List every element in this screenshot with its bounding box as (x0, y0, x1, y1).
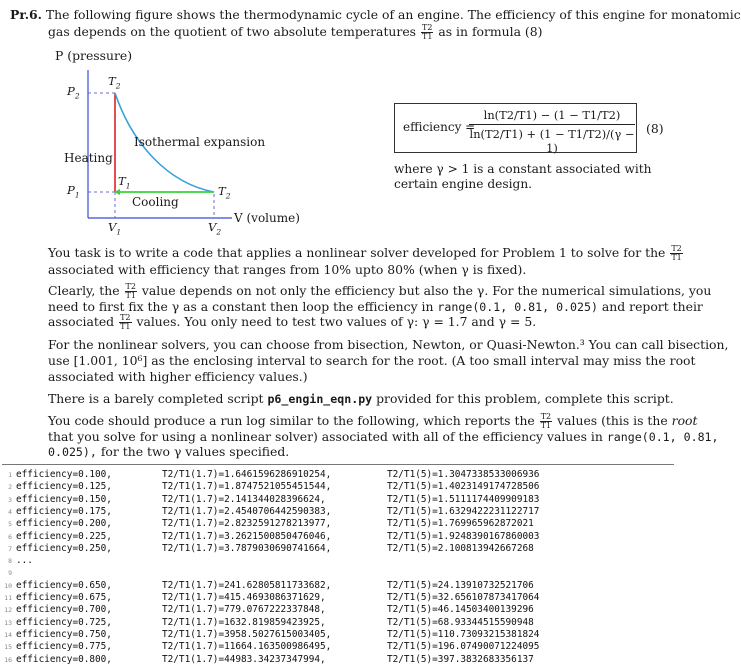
log-efficiency: efficiency=0.125, (16, 481, 112, 493)
paragraph-5-line1 (48, 413, 697, 430)
run-log-listing (2, 464, 674, 667)
temperature-ratio-fraction: $\frac{T2}{T1}$ (125, 282, 136, 300)
x-axis-label: V (volume) (234, 211, 300, 225)
log-line-number: 12 (4, 606, 12, 615)
log-efficiency: efficiency=0.675, (16, 592, 112, 603)
log-line-number: 16 (4, 655, 12, 664)
log-line-number: 11 (4, 594, 12, 602)
log-efficiency: efficiency=0.650, (16, 579, 112, 591)
log-efficiency: efficiency=0.100, (16, 469, 112, 480)
problem-heading-line1 (10, 8, 741, 22)
p5-root-italic: root (671, 413, 698, 428)
log-line-number: 9 (8, 569, 12, 578)
p2-text-e: associated (48, 314, 115, 329)
formula-label: efficiency = (403, 120, 476, 134)
log-efficiency: efficiency=0.800, (16, 653, 112, 665)
log-ratio-gamma-1-7: T2/T1(1.7)=3.2621500850476046, (162, 530, 332, 542)
p2-text-d: and report their (601, 299, 703, 314)
log-line-number: 1 (8, 471, 12, 479)
log-efficiency: efficiency=0.200, (16, 518, 112, 530)
log-ratio-gamma-1-7: T2/T1(1.7)=44983.34237347994, (162, 653, 326, 665)
range-code: range(0.1, 0.81, 0.025) (437, 300, 598, 314)
log-ratio-gamma-1-7: T2/T1(1.7)=779.0767222337848, (162, 604, 326, 616)
log-ratio-gamma-1-7: T2/T1(1.7)=2.141344028396624, (162, 493, 326, 505)
log-efficiency: ... (16, 555, 33, 567)
formula-denominator: ln(T2/T1) + (1 − T1/T2)/(γ − 1) (469, 127, 635, 155)
log-ratio-gamma-5: T2/T1(5)=397.3832683356137 (387, 653, 534, 665)
log-ratio-gamma-5: T2/T1(5)=196.07490071224095 (387, 641, 540, 653)
log-line-number: 6 (8, 532, 12, 541)
log-efficiency: efficiency=0.750, (16, 628, 112, 640)
log-line-number: 5 (8, 520, 12, 529)
thermodynamic-cycle-diagram (52, 48, 382, 237)
log-ratio-gamma-1-7: T2/T1(1.7)=1.8747521055451544, (162, 481, 332, 493)
log-ratio-gamma-1-7: T2/T1(1.7)=1632.819859423925, (162, 616, 326, 628)
log-ratio-gamma-5: T2/T1(5)=110.73093215381824 (387, 628, 540, 640)
p5-text-a: You code should produce a run log similar to the following, which reports the (48, 413, 535, 428)
log-line-number: 15 (4, 643, 12, 652)
paragraph-2-line1 (48, 283, 711, 300)
p5-text-d: for the two γ values specified. (100, 444, 290, 459)
y-axis-label: P (pressure) (55, 48, 133, 63)
range-code-2: range(0.1, 0.81, (606, 430, 719, 444)
p1-label: $P_1$ (67, 183, 80, 200)
log-line-number: 10 (4, 581, 12, 590)
gamma-definition-line1: where γ > 1 is a constant associated with (394, 162, 652, 176)
log-ratio-gamma-5: T2/T1(5)=1.3047338533006936 (387, 469, 540, 480)
log-ratio-gamma-5: T2/T1(5)=1.4023149174728506 (387, 481, 540, 493)
log-efficiency: efficiency=0.775, (16, 641, 112, 653)
log-ratio-gamma-1-7: T2/T1(1.7)=3958.5027615003405, (162, 628, 332, 640)
log-ratio-gamma-1-7: T2/T1(1.7)=241.62805811733682, (162, 579, 332, 591)
log-efficiency: efficiency=0.175, (16, 505, 112, 517)
temperature-ratio-fraction: $\frac{T2}{T1}$ (120, 313, 131, 331)
v2-label: $V_2$ (208, 220, 222, 237)
v1-label: $V_1$ (108, 220, 122, 237)
t2-top-label: $T_2$ (108, 74, 121, 91)
log-ratio-gamma-5: T2/T1(5)=68.93344515590948 (387, 616, 534, 628)
problem-text-line2a: gas depends on the quotient of two absolute temperatures (48, 24, 417, 39)
t2-right-label: $T_2$ (218, 184, 231, 201)
paragraph-5-line3 (48, 444, 289, 460)
paragraph-3-line2: use [1.001, 10⁶] as the enclosing interval to search for the root. (A too small interval may miss the root (48, 353, 696, 368)
log-ratio-gamma-5: T2/T1(5)=46.14503400139296 (387, 604, 534, 616)
p2-text-a: Clearly, the (48, 283, 120, 298)
log-line-number: 2 (8, 483, 12, 492)
p4-text-a: There is a barely completed script (48, 391, 264, 406)
cooling-label: Cooling (132, 195, 179, 209)
paragraph-1-line2: associated with efficiency that ranges from 10% upto 80% (when γ is fixed). (48, 262, 527, 277)
temperature-ratio-fraction: $\frac{T2}{T1}$ (540, 412, 552, 430)
log-ratio-gamma-5: T2/T1(5)=1.5111174409909183 (387, 493, 540, 505)
temperature-ratio-fraction: $\frac{T2}{T1}$ (421, 23, 433, 41)
range-code-3: 0.025), (48, 445, 97, 459)
log-ratio-gamma-1-7: T2/T1(1.7)=1.6461596286910254, (162, 469, 332, 480)
temperature-ratio-fraction: $\frac{T2}{T1}$ (671, 244, 682, 262)
problem-text-line1: The following figure shows the thermodynamic cycle of an engine. The efficiency of this engine for monatomic (45, 7, 741, 22)
log-ratio-gamma-5: T2/T1(5)=1.9248390167860003 (387, 530, 540, 542)
log-ratio-gamma-1-7: T2/T1(1.7)=3.7879030690741664, (162, 542, 332, 554)
formula-fraction (469, 108, 635, 155)
formula-numerator: ln(T2/T1) − (1 − T1/T2) (469, 108, 635, 125)
log-ratio-gamma-1-7: T2/T1(1.7)=2.4540706442590383, (162, 505, 332, 517)
log-line-number: 14 (4, 630, 12, 639)
p5-text-c: that you solve for using a nonlinear solver) associated with all of the efficiency values in (48, 429, 603, 444)
p2-text-b: value depends on not only the efficiency but also the γ. For the numerical simulations, you (141, 283, 712, 298)
gamma-definition (394, 162, 651, 192)
problem-heading-line2 (48, 24, 542, 41)
paragraph-5-line2 (48, 429, 719, 445)
gamma-definition-line2: certain engine design. (394, 177, 533, 191)
log-ratio-gamma-5: T2/T1(5)=2.100813942667268 (387, 542, 534, 554)
log-line-number: 4 (8, 507, 12, 516)
isothermal-label: Isothermal expansion (134, 135, 266, 149)
log-efficiency: efficiency=0.150, (16, 493, 112, 505)
log-ratio-gamma-1-7: T2/T1(1.7)=11664.163500986495, (162, 641, 332, 653)
log-efficiency: efficiency=0.700, (16, 604, 112, 616)
paragraph-4 (48, 391, 674, 407)
paragraph-3-line1: For the nonlinear solvers, you can choose from bisection, Newton, or Quasi-Newton.³ You can call bisection, (48, 337, 729, 352)
p4-text-b: provided for this problem, complete this script. (376, 391, 674, 406)
p5-text-b: values (this is the (557, 413, 668, 428)
log-efficiency: efficiency=0.225, (16, 530, 112, 542)
formula-number: (8) (646, 121, 664, 136)
log-ratio-gamma-5: T2/T1(5)=1.6329422231122717 (387, 505, 540, 517)
log-efficiency: efficiency=0.725, (16, 616, 112, 628)
log-line-number: 8 (8, 557, 12, 566)
log-ratio-gamma-5: T2/T1(5)=1.769965962872021 (387, 518, 534, 530)
paragraph-3-line3: associated with higher efficiency values.) (48, 369, 308, 384)
p2-text-f: values. You only need to test two values of γ: γ = 1.7 and γ = 5. (136, 314, 537, 329)
efficiency-formula-box (394, 103, 637, 153)
log-ratio-gamma-1-7: T2/T1(1.7)=2.8232591278213977, (162, 518, 332, 530)
paragraph-2-line2 (48, 299, 703, 315)
paragraph-2-line3 (48, 314, 536, 331)
log-efficiency: efficiency=0.250, (16, 542, 112, 554)
log-line-number: 13 (4, 618, 12, 627)
p2-text-c: need to first fix the γ as a constant then loop the efficiency in (48, 299, 434, 314)
problem-label: Pr.6. (10, 7, 42, 22)
log-ratio-gamma-1-7: T2/T1(1.7)=415.4693086371629, (162, 592, 326, 603)
p2-label: $P_2$ (67, 84, 80, 101)
script-filename: p6_engin_eqn.py (267, 392, 373, 406)
paragraph-1-line1 (48, 245, 684, 262)
heating-label: Heating (64, 151, 113, 165)
log-line-number: 3 (8, 495, 12, 504)
log-ratio-gamma-5: T2/T1(5)=32.656107873417064 (387, 592, 540, 603)
log-line-number: 7 (8, 544, 12, 553)
problem-text-line2b: as in formula (8) (438, 24, 543, 39)
log-ratio-gamma-5: T2/T1(5)=24.13910732521706 (387, 579, 534, 591)
p1-text-a: You task is to write a code that applies a nonlinear solver developed for Problem 1 to solve for the (48, 245, 666, 260)
t1-label: $T_1$ (118, 174, 131, 191)
